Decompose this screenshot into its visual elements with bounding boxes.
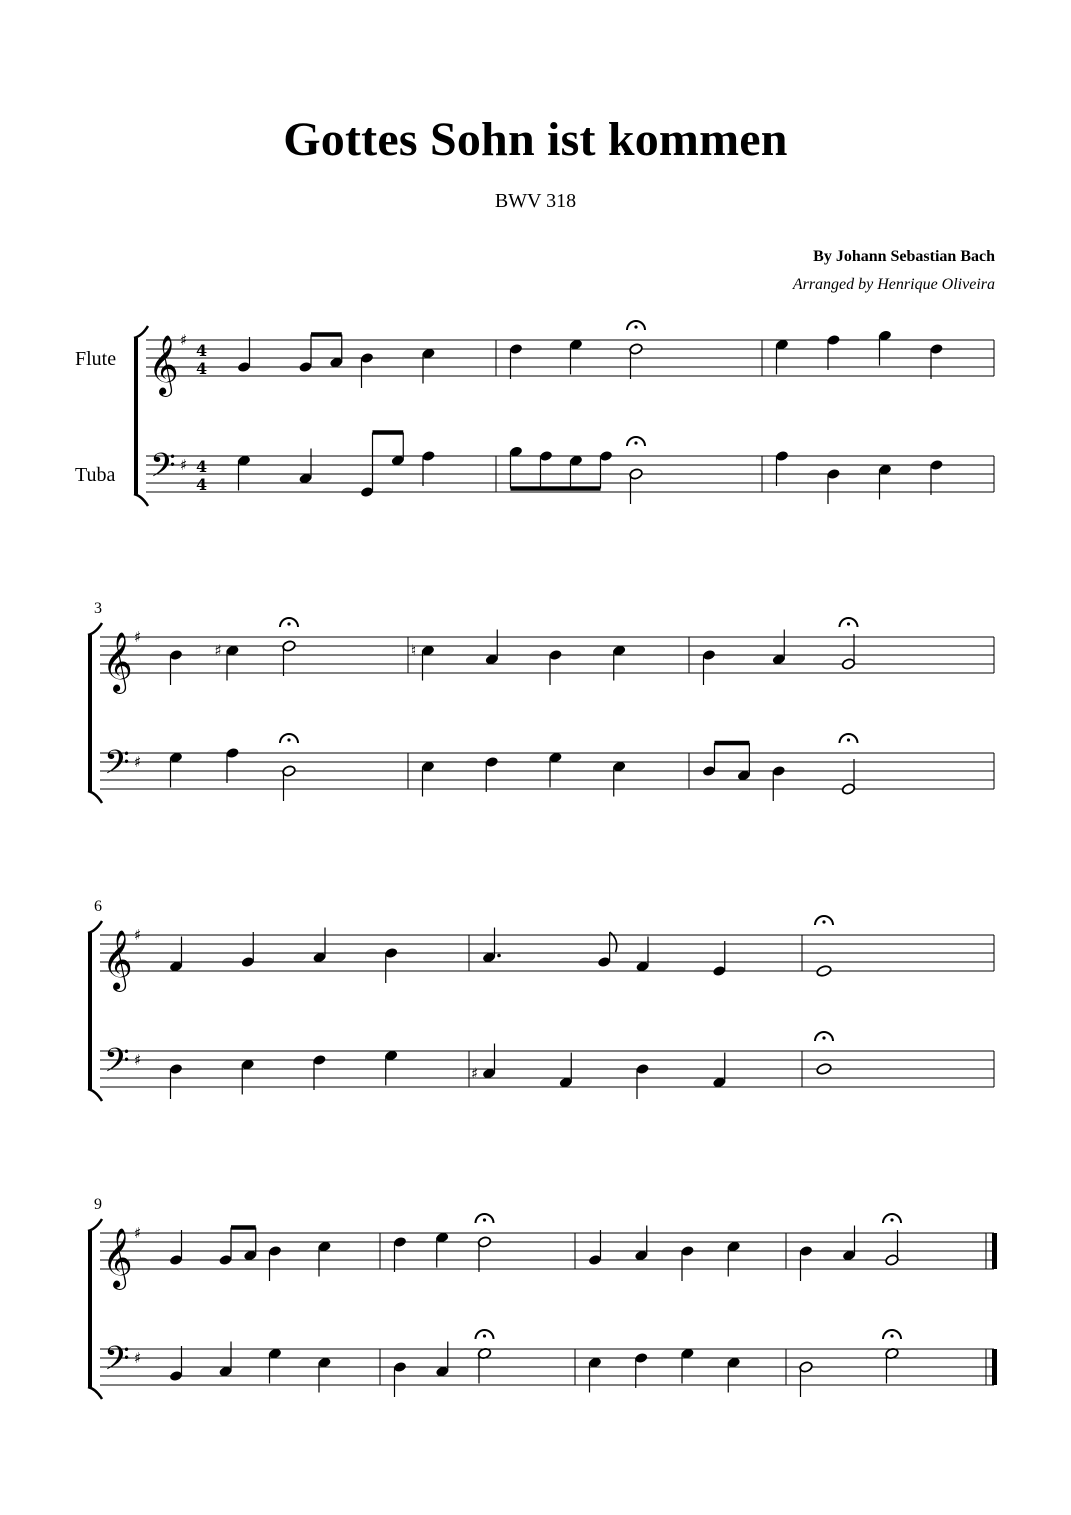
fermata-dot xyxy=(634,441,637,444)
arranger-credit: Arranged by Henrique Oliveira xyxy=(792,276,995,293)
bracket-hook-top xyxy=(134,326,148,338)
fermata-dot xyxy=(483,1218,486,1221)
instrument-label-flute: Flute xyxy=(75,348,117,370)
key-signature-sharp: ♯ xyxy=(134,628,142,646)
bracket-hook-top xyxy=(88,921,102,933)
treble-clef: 𝄞 xyxy=(148,335,179,395)
system-bracket xyxy=(88,933,92,1089)
time-signature-denominator: 4 xyxy=(196,475,208,494)
natural-accidental: ♮ xyxy=(411,641,417,660)
system-bracket xyxy=(88,1231,92,1387)
key-signature-sharp: ♯ xyxy=(134,1224,142,1242)
bass-clef: 𝄢 xyxy=(104,1340,130,1386)
fermata-dot xyxy=(634,325,637,328)
key-signature-sharp: ♯ xyxy=(134,1051,142,1069)
bass-clef: 𝄢 xyxy=(104,1042,130,1088)
bracket-hook-top xyxy=(88,623,102,635)
fermata-dot xyxy=(822,920,825,923)
key-signature-sharp: ♯ xyxy=(134,1349,142,1367)
sharp-accidental: ♯ xyxy=(471,1064,479,1083)
bracket-hook-bottom xyxy=(88,1089,102,1101)
whole-note xyxy=(816,1063,832,1076)
key-signature-sharp: ♯ xyxy=(180,456,188,474)
final-barline xyxy=(992,1233,997,1269)
fermata-dot xyxy=(822,1036,825,1039)
time-signature-denominator: 4 xyxy=(196,359,208,378)
sharp-accidental: ♯ xyxy=(214,641,222,660)
system-bracket xyxy=(88,635,92,791)
key-signature-sharp: ♯ xyxy=(134,753,142,771)
treble-clef: 𝄞 xyxy=(102,1228,133,1288)
measure-number: 9 xyxy=(94,1196,102,1213)
augmentation-dot xyxy=(497,954,501,958)
bracket-hook-bottom xyxy=(88,1387,102,1399)
measure-number: 3 xyxy=(94,600,102,617)
system-bracket xyxy=(134,338,138,494)
key-signature-sharp: ♯ xyxy=(180,331,188,349)
bracket-hook-bottom xyxy=(88,791,102,803)
fermata-dot xyxy=(847,622,850,625)
fermata-dot xyxy=(287,622,290,625)
score-title: Gottes Sohn ist kommen xyxy=(283,113,788,166)
fermata-dot xyxy=(890,1218,893,1221)
bracket-hook-top xyxy=(88,1219,102,1231)
catalog-number: BWV 318 xyxy=(494,190,577,212)
bracket-hook-bottom xyxy=(134,494,148,506)
fermata-dot xyxy=(890,1334,893,1337)
key-signature-sharp: ♯ xyxy=(134,926,142,944)
treble-clef: 𝄞 xyxy=(102,632,133,692)
measure-number: 6 xyxy=(94,898,102,915)
final-barline xyxy=(992,1349,997,1385)
whole-note xyxy=(816,965,832,978)
instrument-label-tuba: Tuba xyxy=(75,464,116,486)
composer-credit: By Johann Sebastian Bach xyxy=(813,248,995,265)
time-signature-numerator: 4 xyxy=(196,341,208,360)
time-signature-numerator: 4 xyxy=(196,457,208,476)
fermata-dot xyxy=(483,1334,486,1337)
fermata-dot xyxy=(287,738,290,741)
bass-clef: 𝄢 xyxy=(104,744,130,790)
fermata-dot xyxy=(847,738,850,741)
bass-clef: 𝄢 xyxy=(150,447,176,493)
treble-clef: 𝄞 xyxy=(102,930,133,990)
